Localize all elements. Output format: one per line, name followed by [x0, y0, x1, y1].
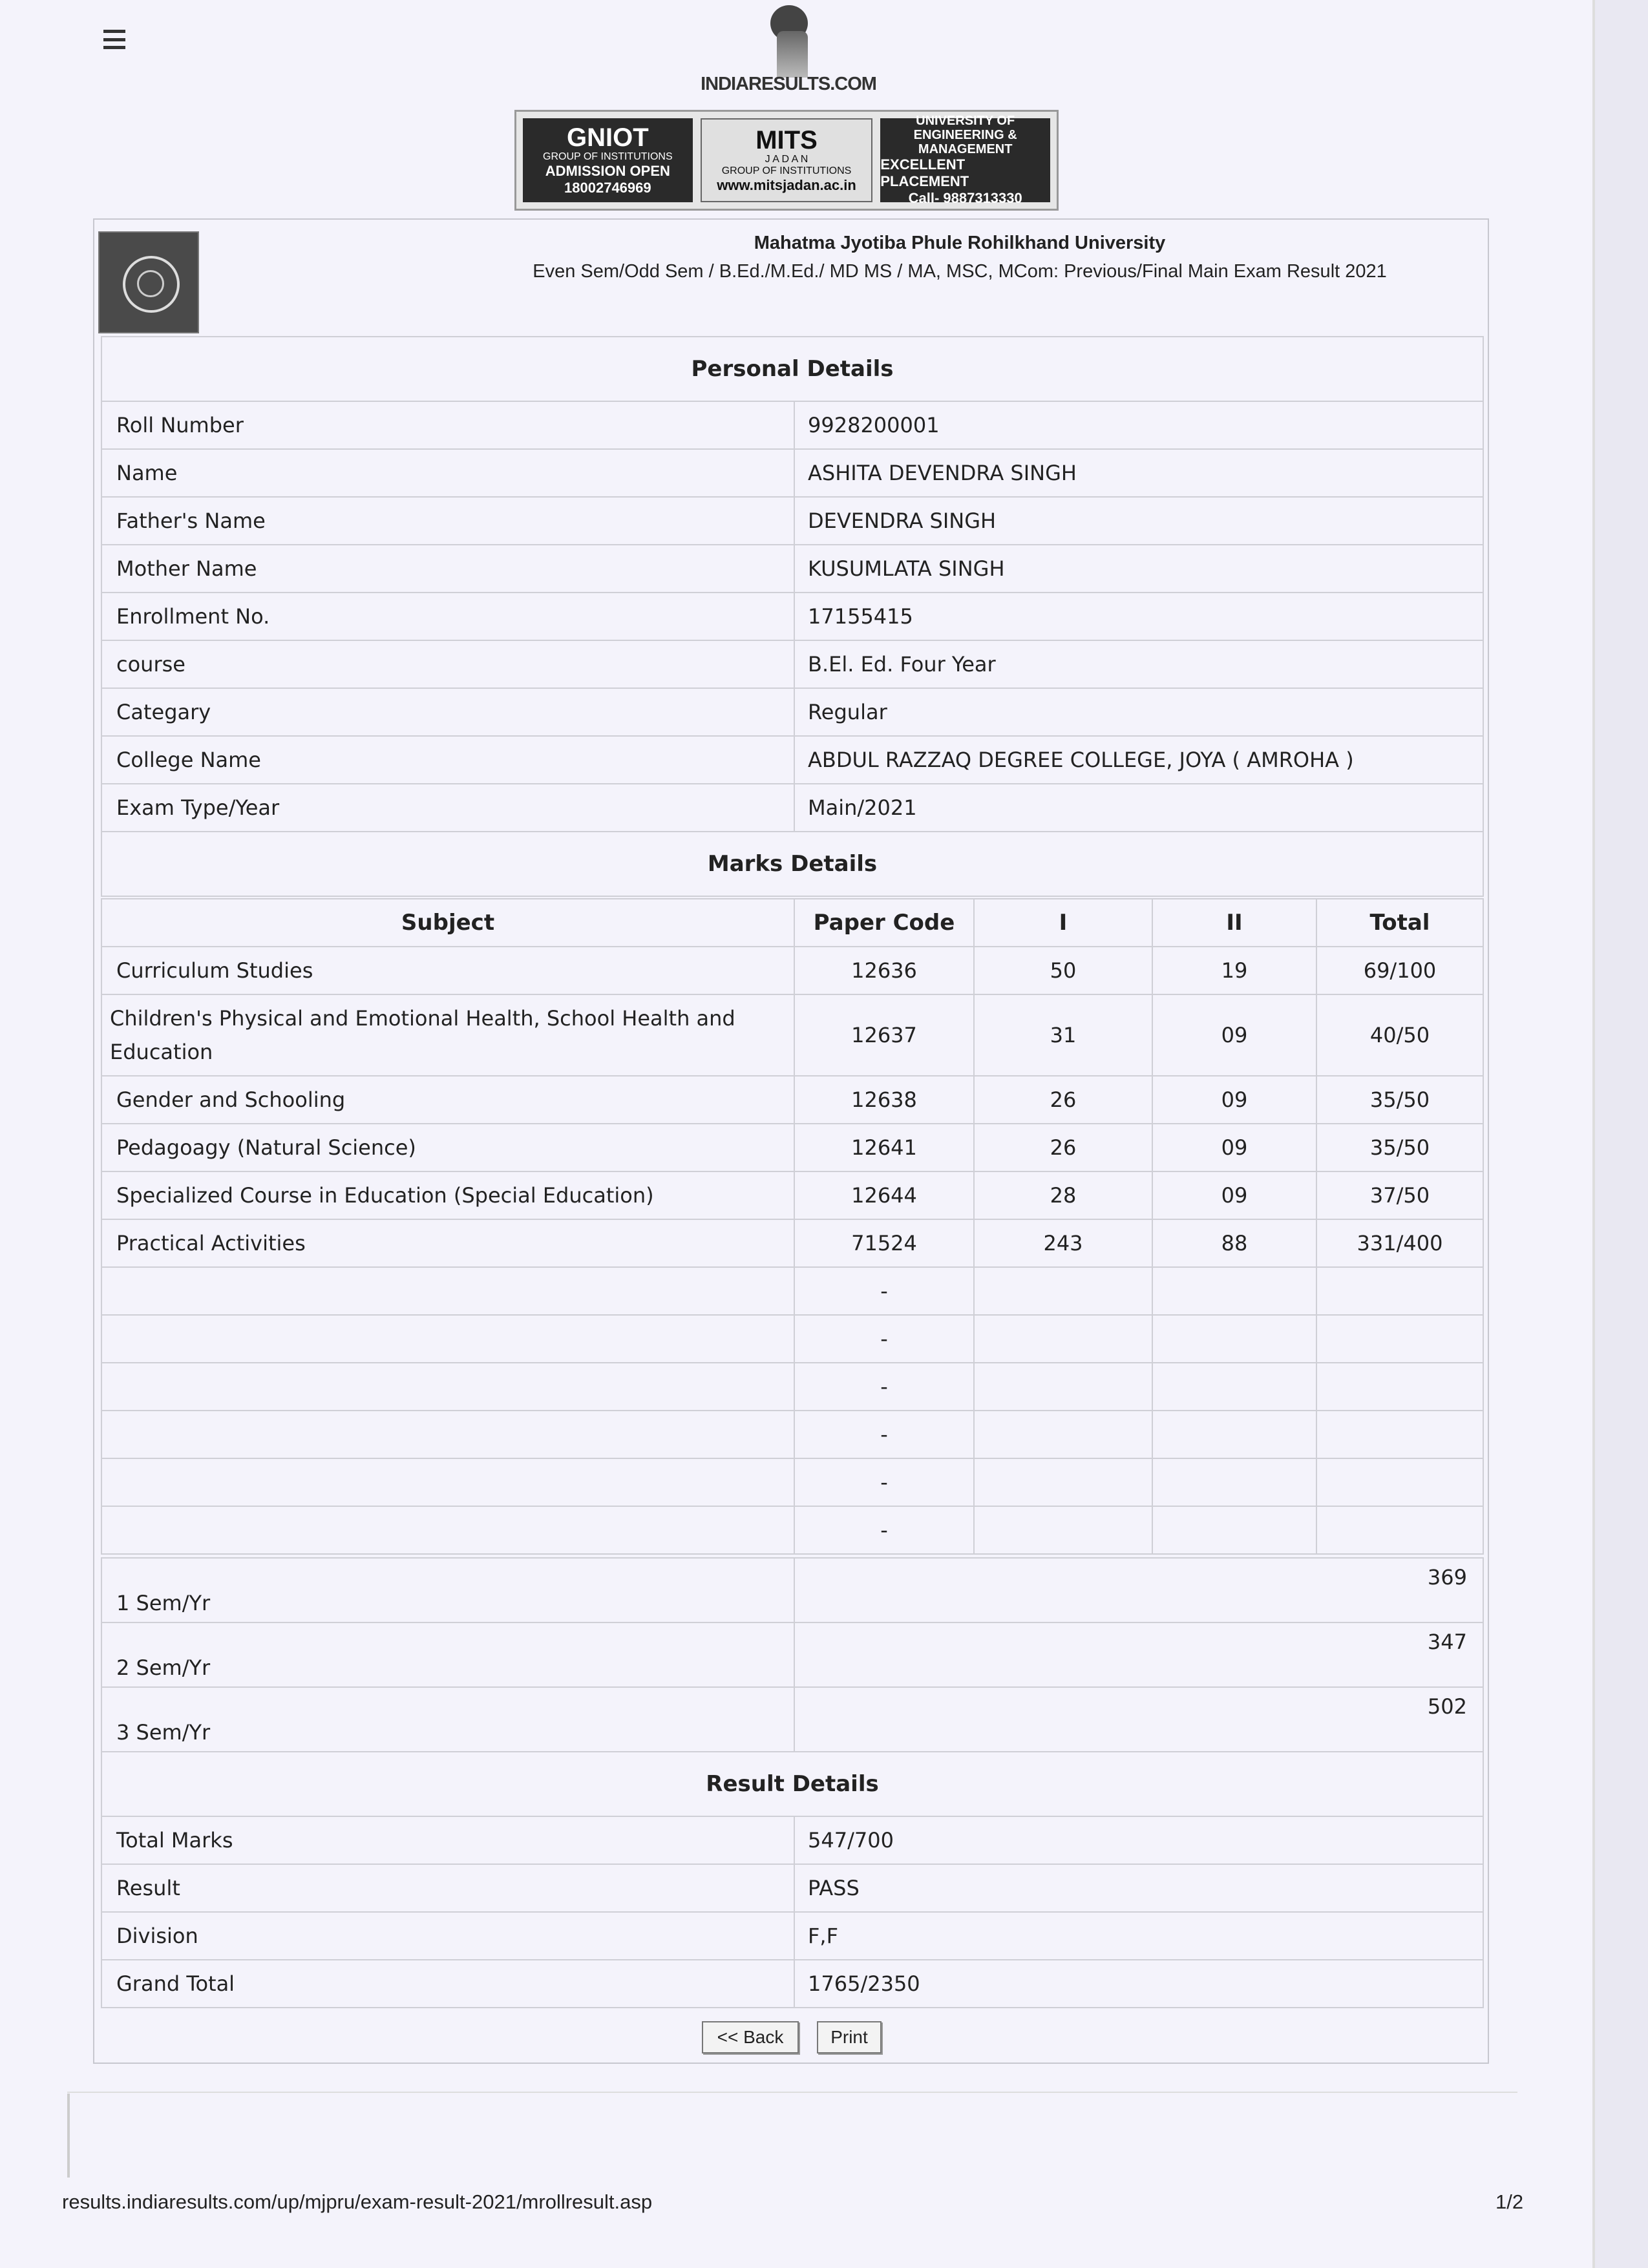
marks-table — [101, 898, 1484, 1555]
header-ii: II — [1152, 899, 1316, 947]
mark-ii-cell — [1152, 1411, 1316, 1458]
mark-i-cell: 26 — [974, 1076, 1152, 1124]
code-cell: - — [794, 1506, 974, 1554]
table-row — [101, 449, 1483, 497]
total-cell — [1316, 1267, 1483, 1315]
total-cell: 331/400 — [1316, 1219, 1483, 1267]
ad-line1: GROUP OF INSTITUTIONS — [721, 165, 852, 176]
ad-line1: ADMISSION OPEN — [545, 163, 670, 179]
value-roll-number: 9928200001 — [794, 401, 1483, 449]
table-row — [101, 1219, 1483, 1267]
label-enrollment: Enrollment No. — [101, 593, 794, 640]
subject-cell — [101, 1363, 794, 1411]
exam-title: Even Sem/Odd Sem / B.Ed./M.Ed./ MD MS / MA, MSC, MCom: Previous/Final Main Exam Result 2021 — [533, 261, 1387, 282]
page-edge — [1592, 0, 1595, 2268]
hamburger-menu-icon[interactable] — [103, 30, 125, 49]
code-cell: - — [794, 1267, 974, 1315]
table-row — [101, 1622, 1483, 1687]
mark-ii-cell — [1152, 1506, 1316, 1554]
subject-cell — [101, 1458, 794, 1506]
table-row — [101, 688, 1483, 736]
value-enrollment: 17155415 — [794, 593, 1483, 640]
subject-cell: Pedagoagy (Natural Science) — [101, 1124, 794, 1171]
mark-i-cell — [974, 1363, 1152, 1411]
mark-i-cell — [974, 1506, 1152, 1554]
section-title-result: Result Details — [101, 1752, 1483, 1816]
back-button[interactable]: << Back — [702, 2021, 799, 2053]
table-row — [101, 1912, 1483, 1960]
summary-table — [101, 1557, 1484, 2008]
mark-i-cell: 26 — [974, 1124, 1152, 1171]
ad-line2: www.mitsjadan.ac.in — [717, 177, 856, 193]
sem-label: 2 Sem/Yr — [101, 1622, 794, 1687]
mark-ii-cell: 88 — [1152, 1219, 1316, 1267]
table-row — [101, 1816, 1483, 1864]
code-cell: - — [794, 1458, 974, 1506]
label-father-name: Father's Name — [101, 497, 794, 545]
total-cell — [1316, 1506, 1483, 1554]
university-seal-icon — [98, 231, 199, 333]
code-cell: 12637 — [794, 994, 974, 1076]
code-cell: - — [794, 1411, 974, 1458]
header-subject: Subject — [101, 899, 794, 947]
code-cell: 12644 — [794, 1171, 974, 1219]
label-mother-name: Mother Name — [101, 545, 794, 593]
table-row — [101, 401, 1483, 449]
mark-ii-cell: 19 — [1152, 947, 1316, 994]
page-shadow — [1595, 0, 1648, 2268]
university-name: Mahatma Jyotiba Phule Rohilkhand University — [754, 233, 1166, 253]
mark-ii-cell: 09 — [1152, 1171, 1316, 1219]
ad-subtitle: GROUP OF INSTITUTIONS — [543, 151, 673, 162]
label-college: College Name — [101, 736, 794, 784]
table-row — [101, 545, 1483, 593]
print-button[interactable]: Print — [817, 2021, 882, 2053]
table-row — [101, 1458, 1483, 1506]
header-i: I — [974, 899, 1152, 947]
value-college: ABDUL RAZZAQ DEGREE COLLEGE, JOYA ( AMROHA ) — [794, 736, 1483, 784]
subject-cell — [101, 1411, 794, 1458]
mark-ii-cell — [1152, 1363, 1316, 1411]
mark-i-cell: 28 — [974, 1171, 1152, 1219]
sem-value: 369 — [794, 1558, 1483, 1622]
sem-value: 502 — [794, 1687, 1483, 1752]
table-row — [101, 1363, 1483, 1411]
page-number: 1/2 — [1495, 2190, 1524, 2213]
table-row — [101, 994, 1483, 1076]
mark-i-cell — [974, 1267, 1152, 1315]
table-row — [101, 1864, 1483, 1912]
mark-i-cell: 50 — [974, 947, 1152, 994]
table-row — [101, 640, 1483, 688]
sem-label: 1 Sem/Yr — [101, 1558, 794, 1622]
ad-uem[interactable] — [880, 114, 1050, 206]
value-course: B.El. Ed. Four Year — [794, 640, 1483, 688]
subject-cell: Children's Physical and Emotional Health, School Health and Education — [101, 994, 794, 1076]
table-row — [101, 1506, 1483, 1554]
table-row — [101, 1960, 1483, 2008]
ad-title: GNIOT — [567, 123, 649, 152]
mark-i-cell — [974, 1315, 1152, 1363]
ad-subtitle: J A D A N — [765, 154, 808, 165]
value-result: PASS — [794, 1864, 1483, 1912]
table-row — [101, 1315, 1483, 1363]
ad-title: MITS — [755, 126, 818, 154]
subject-cell — [101, 1506, 794, 1554]
table-row — [101, 1171, 1483, 1219]
ad-title: UNIVERSITY OF ENGINEERING & MANAGEMENT — [913, 114, 1017, 156]
total-cell — [1316, 1363, 1483, 1411]
indiaresults-logo[interactable] — [685, 5, 892, 102]
mark-i-cell: 31 — [974, 994, 1152, 1076]
table-row — [101, 1267, 1483, 1315]
footer-url: results.indiaresults.com/up/mjpru/exam-result-2021/mrollresult.asp — [62, 2190, 653, 2213]
ad-line2: Call- 9887313330 — [908, 190, 1022, 206]
mark-ii-cell — [1152, 1315, 1316, 1363]
ad-banner-strip — [514, 110, 1059, 211]
table-row — [101, 736, 1483, 784]
total-cell: 40/50 — [1316, 994, 1483, 1076]
label-roll-number: Roll Number — [101, 401, 794, 449]
table-row — [101, 1076, 1483, 1124]
sem-value: 347 — [794, 1622, 1483, 1687]
code-cell: 12641 — [794, 1124, 974, 1171]
sem-label: 3 Sem/Yr — [101, 1687, 794, 1752]
mark-ii-cell: 09 — [1152, 1124, 1316, 1171]
mark-ii-cell — [1152, 1458, 1316, 1506]
value-category: Regular — [794, 688, 1483, 736]
value-father-name: DEVENDRA SINGH — [794, 497, 1483, 545]
label-exam-type: Exam Type/Year — [101, 784, 794, 832]
header-total: Total — [1316, 899, 1483, 947]
code-cell: 12636 — [794, 947, 974, 994]
table-row — [101, 1411, 1483, 1458]
label-result: Result — [101, 1864, 794, 1912]
code-cell: - — [794, 1315, 974, 1363]
table-row — [101, 784, 1483, 832]
footer-divider — [67, 2092, 1517, 2093]
subject-cell: Curriculum Studies — [101, 947, 794, 994]
section-title-marks: Marks Details — [101, 832, 1483, 896]
mark-ii-cell: 09 — [1152, 994, 1316, 1076]
total-cell: 37/50 — [1316, 1171, 1483, 1219]
subject-cell: Gender and Schooling — [101, 1076, 794, 1124]
ad-line2: 18002746969 — [564, 180, 651, 196]
marks-header-row — [101, 899, 1483, 947]
total-cell — [1316, 1411, 1483, 1458]
logo-text: INDIARESULTS.COM — [701, 74, 876, 94]
label-total-marks: Total Marks — [101, 1816, 794, 1864]
total-cell: 35/50 — [1316, 1124, 1483, 1171]
label-category: Categary — [101, 688, 794, 736]
subject-cell — [101, 1315, 794, 1363]
code-cell: - — [794, 1363, 974, 1411]
mark-ii-cell — [1152, 1267, 1316, 1315]
code-cell: 71524 — [794, 1219, 974, 1267]
table-row — [101, 1687, 1483, 1752]
mark-ii-cell: 09 — [1152, 1076, 1316, 1124]
subject-cell: Practical Activities — [101, 1219, 794, 1267]
header-paper-code: Paper Code — [794, 899, 974, 947]
footer-frame — [67, 2094, 70, 2178]
value-total-marks: 547/700 — [794, 1816, 1483, 1864]
code-cell: 12638 — [794, 1076, 974, 1124]
value-grand-total: 1765/2350 — [794, 1960, 1483, 2008]
label-name: Name — [101, 449, 794, 497]
total-cell — [1316, 1458, 1483, 1506]
table-row — [101, 593, 1483, 640]
value-mother-name: KUSUMLATA SINGH — [794, 545, 1483, 593]
label-course: course — [101, 640, 794, 688]
subject-cell — [101, 1267, 794, 1315]
label-division: Division — [101, 1912, 794, 1960]
label-grand-total: Grand Total — [101, 1960, 794, 2008]
table-row — [101, 497, 1483, 545]
total-cell — [1316, 1315, 1483, 1363]
total-cell: 35/50 — [1316, 1076, 1483, 1124]
logo-figure-body — [777, 31, 808, 78]
ad-gniot[interactable] — [523, 118, 693, 202]
personal-details-table — [101, 336, 1484, 897]
subject-cell: Specialized Course in Education (Special Education) — [101, 1171, 794, 1219]
mark-i-cell — [974, 1458, 1152, 1506]
value-name: ASHITA DEVENDRA SINGH — [794, 449, 1483, 497]
total-cell: 69/100 — [1316, 947, 1483, 994]
value-division: F,F — [794, 1912, 1483, 1960]
value-exam-type: Main/2021 — [794, 784, 1483, 832]
section-title-personal: Personal Details — [101, 337, 1483, 401]
mark-i-cell: 243 — [974, 1219, 1152, 1267]
ad-mits[interactable] — [701, 118, 873, 202]
table-row — [101, 947, 1483, 994]
table-row — [101, 1558, 1483, 1622]
table-row — [101, 1124, 1483, 1171]
mark-i-cell — [974, 1411, 1152, 1458]
ad-line1: EXCELLENT PLACEMENT — [880, 156, 969, 189]
